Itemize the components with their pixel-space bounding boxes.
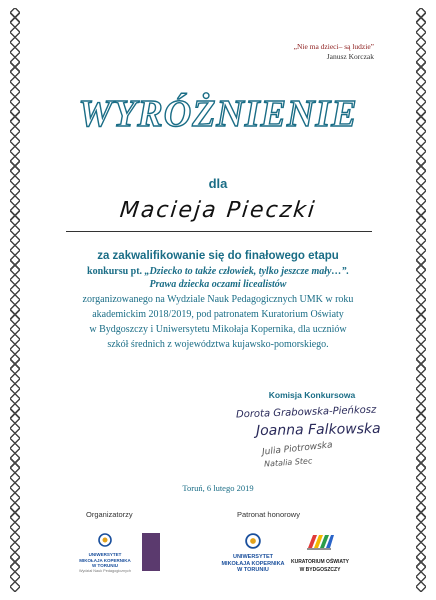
epigraph-text: „Nie ma dzieci– są ludzie” [293, 42, 374, 51]
for-label: dla [208, 176, 228, 191]
recipient-name: Macieja Pieczki [118, 198, 318, 223]
certificate-title: WYRÓŻNIENIE [78, 93, 358, 135]
contest-theme: Prawa dziecka oczami licealistów [149, 279, 287, 290]
umk-organizer-logo [60, 533, 150, 574]
description-line: szkół średnich z województwa kujawsko-pomorskiego. [107, 339, 329, 350]
logo-line: UNIWERSYTET [232, 554, 274, 560]
organizers-label: Organizatorzy [86, 510, 133, 519]
description-line: w Bydgoszczy i Uniwersytetu Mikołaja Kopernika, dla uczniów [89, 324, 347, 335]
logo-line: KURATORIUM OŚWIATY [290, 559, 350, 565]
contest-line [30, 266, 406, 277]
book-icon [305, 532, 335, 552]
contest-name: „Dziecko to także człowiek, tylko jeszcze mały…”. [144, 266, 349, 277]
logo-line: MIKOŁAJA KOPERNIKA [221, 560, 285, 567]
signature: Dorota Grabowska-Pieńkosz [235, 404, 377, 421]
logo-line: W BYDGOSZCZY [299, 567, 341, 573]
qualification-text: za zakwalifikowanie się do finałowego etapu [97, 250, 339, 262]
issue-date: Toruń, 6 lutego 2019 [182, 483, 254, 493]
logo-line: UNIWERSYTET [88, 552, 122, 557]
recipient-underline [66, 231, 372, 232]
epigraph [294, 42, 374, 62]
kuratorium-logo [284, 532, 356, 573]
logo-line: W TORUNIU [92, 563, 118, 568]
signature: Julia Piotrowska [261, 440, 334, 458]
contest-prefix: konkursu pt. [87, 266, 143, 277]
logo-subtitle: Wydział Nauk Pedagogicznych [78, 568, 132, 573]
epigraph-author: Janusz Korczak [326, 52, 374, 61]
faculty-logo [142, 533, 160, 571]
signature: Natalia Stec [263, 456, 313, 469]
signature: Joanna Falkowska [255, 420, 381, 440]
umk-emblem-icon [98, 533, 112, 547]
patronage-label: Patronat honorowy [237, 510, 300, 519]
description [30, 292, 406, 352]
logo-line: W TORUNIU [237, 567, 269, 573]
logo-line: MIKOŁAJA KOPERNIKA [79, 557, 131, 563]
committee-label: Komisja Konkursowa [268, 390, 356, 400]
umk-emblem-icon [245, 533, 261, 549]
certificate-body [30, 250, 406, 352]
description-line: akademickim 2018/2019, pod patronatem Kuratorium Oświaty [92, 309, 344, 320]
description-line: zorganizowanego na Wydziale Nauk Pedagogicznych UMK w roku [82, 294, 354, 305]
